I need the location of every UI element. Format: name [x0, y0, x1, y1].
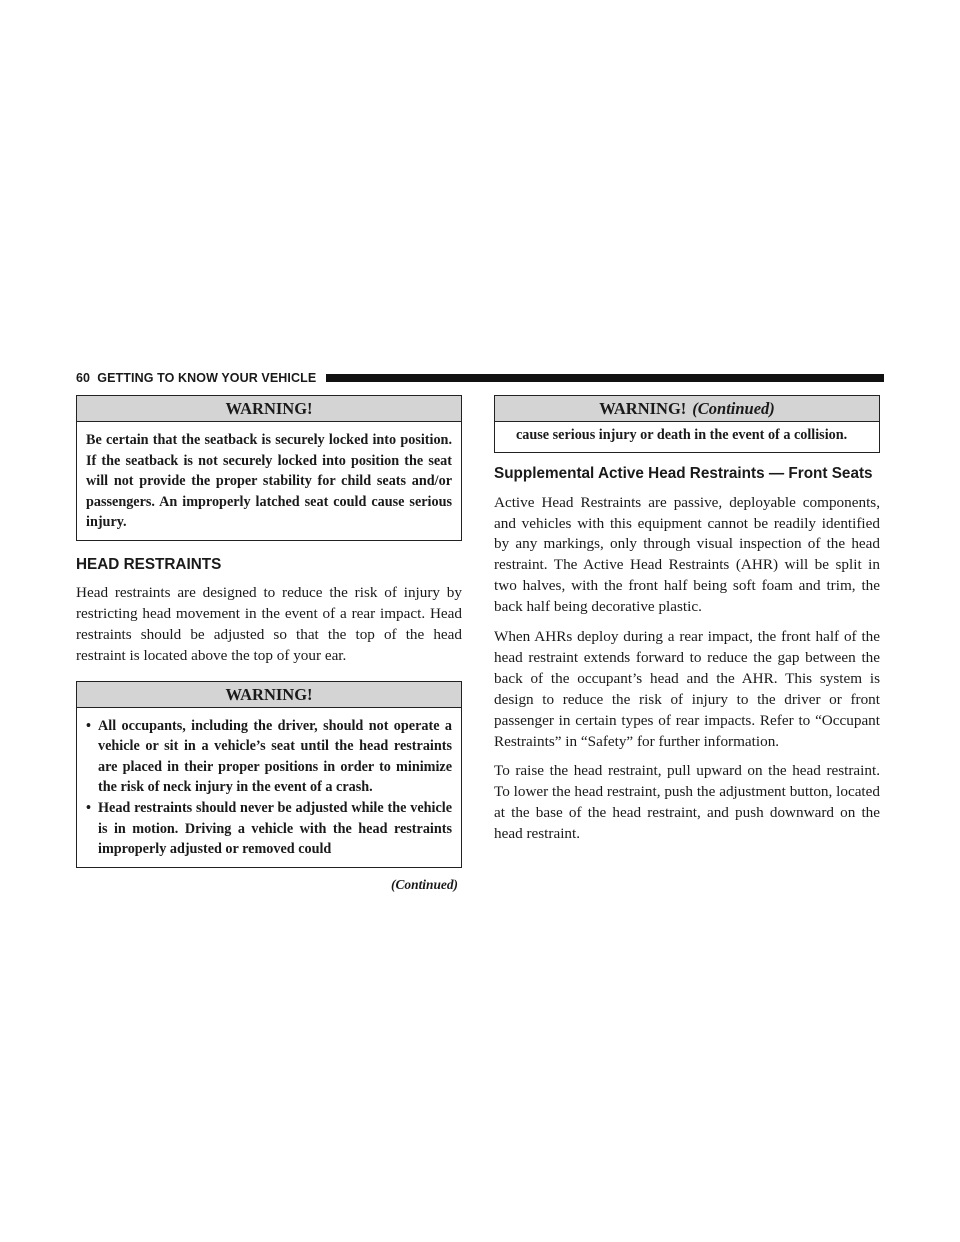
warning-box-head-restraints — [76, 681, 462, 868]
section-title: GETTING TO KNOW YOUR VEHICLE — [97, 371, 317, 385]
supplemental-paragraph-3: To raise the head restraint, pull upward on the head restraint. To lower the head restraint, push the adjustment button, located at the base of the head restraint, and push downward on the head restraint. — [494, 762, 880, 843]
warning-box-seatback — [76, 395, 462, 541]
warning-bullet — [86, 716, 452, 798]
head-restraints-paragraph: Head restraints are designed to reduce the risk of injury by restricting head movement in the event of a rear impact. Head restraints should be adjusted so that the top of the head restraint is located above the top of your ear. — [76, 583, 462, 664]
bullet-text: Head restraints should never be adjusted while the vehicle is in motion. Driving a vehicle with the head restraints improperly adjusted or removed could — [98, 799, 452, 858]
supplemental-paragraph-2: When AHRs deploy during a rear impact, the front half of the head restraint extends forward to reduce the gap between the back of the occupant’s head and the AHR. This system is design to reduce the risk of injury to the driver or front passenger in certain types of rear impacts. Refer to “Occupant Restraints” in “Safety” for further information. — [494, 628, 880, 750]
continued-note: (Continued) — [391, 876, 458, 892]
header-rule — [326, 374, 884, 382]
bullet-dot: • — [86, 799, 91, 816]
section-heading-supplemental: Supplemental Active Head Restraints — Front Seats — [494, 464, 873, 482]
supplemental-paragraph-1: Active Head Restraints are passive, deployable components, and vehicles with this equipment cannot be readily identified by any markings, only through visual inspection of the head restraint. The Active Head Restraints (AHR) will be split in two halves, with the front half being soft foam and trim, the back half being decorative plastic. — [494, 493, 880, 616]
warning-title — [495, 396, 879, 422]
warning-title: WARNING! — [77, 396, 461, 422]
warning-box-continued — [494, 395, 880, 453]
warning-title: WARNING! — [77, 682, 461, 708]
warning-bullet — [86, 798, 452, 860]
bullet-dot: • — [86, 717, 91, 734]
warning-text: Be certain that the seatback is securely locked into position. If the seatback is not securely locked into position the seat will not provide the proper stability for child seats and/or passengers. An improperly latched seat could cause serious injury. — [86, 432, 452, 531]
bullet-text: All occupants, including the driver, should not operate a vehicle or sit in a vehicle’s seat until the head restraints are placed in their proper positions in order to minimize the risk of neck injury in the event of a crash. — [98, 717, 452, 796]
warning-title-suffix: (Continued) — [692, 399, 775, 418]
section-heading-head-restraints: HEAD RESTRAINTS — [76, 555, 222, 573]
left-column — [76, 395, 462, 893]
right-column — [494, 395, 880, 845]
page-header — [76, 371, 884, 385]
page-number: 60 — [76, 371, 91, 385]
warning-list — [77, 708, 461, 867]
warning-title-text: WARNING! — [599, 399, 687, 418]
warning-text: cause serious injury or death in the event of a collision. — [516, 427, 848, 443]
header-text — [76, 371, 316, 385]
